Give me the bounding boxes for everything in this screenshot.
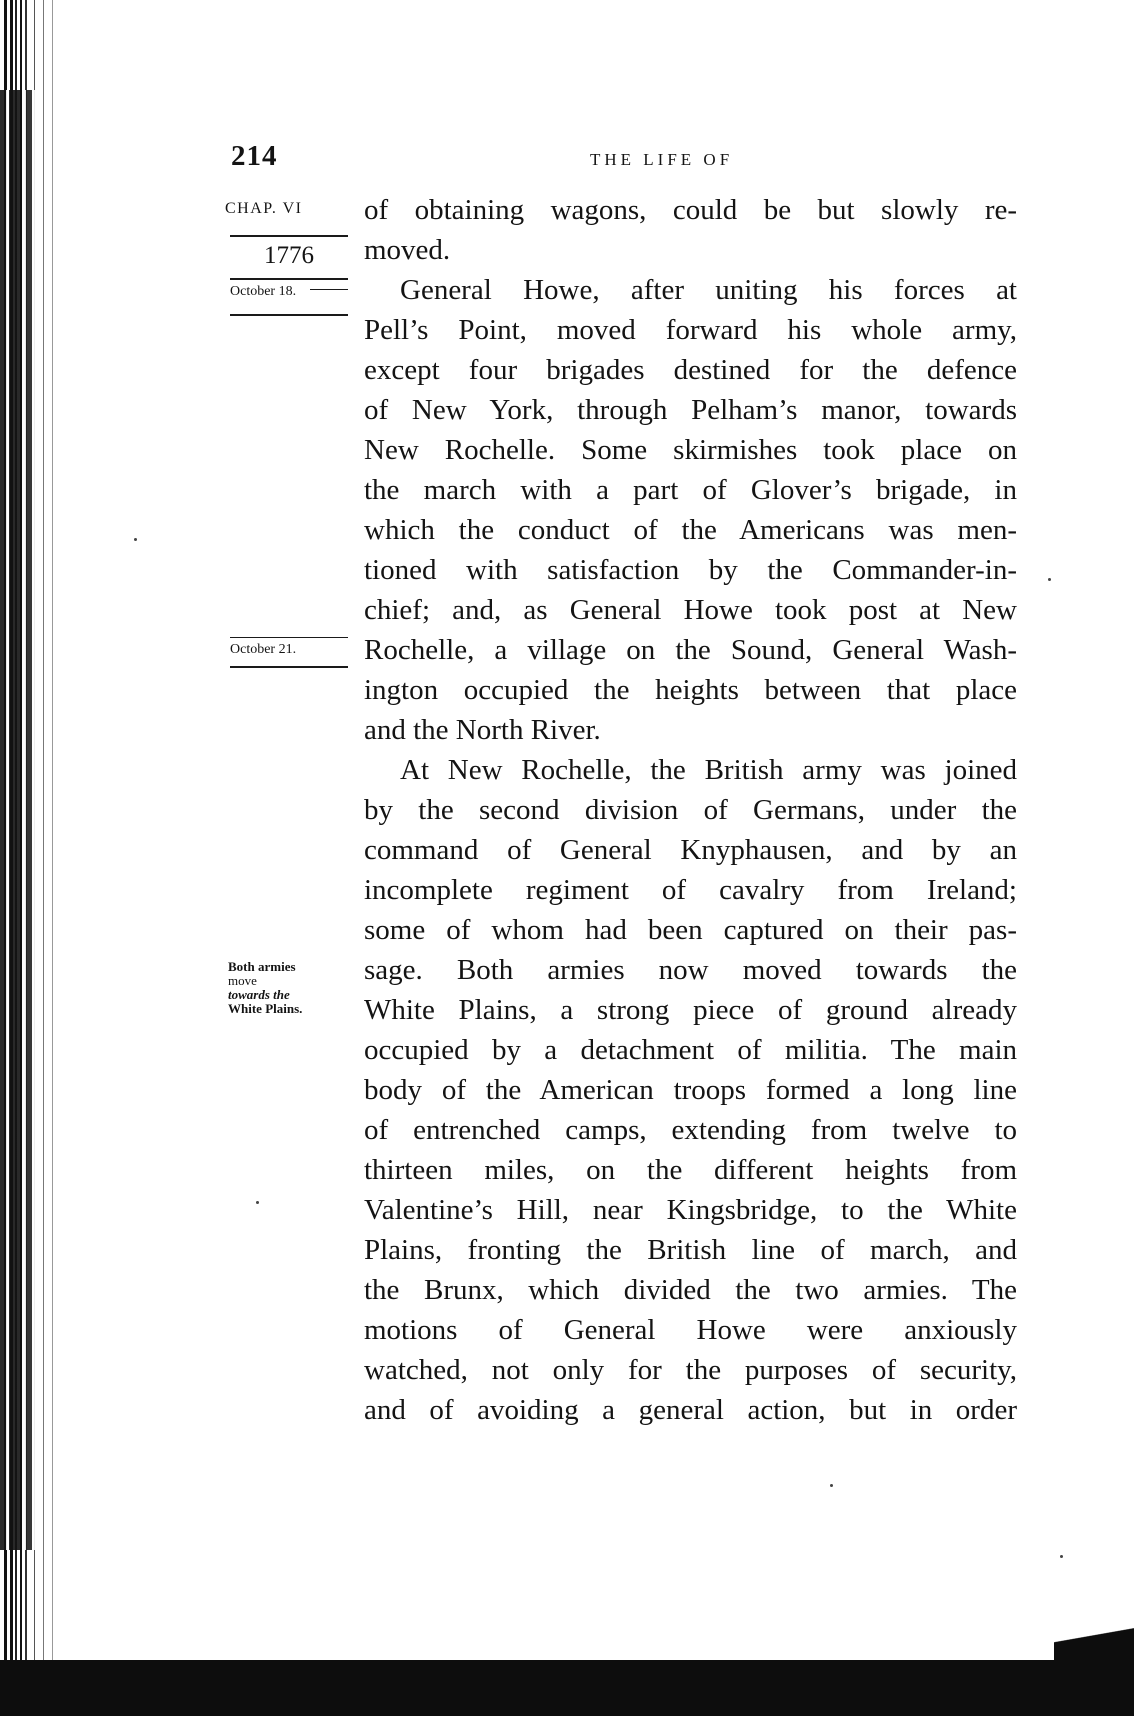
text-line: of New York, through Pelham’s manor, towards — [364, 394, 1017, 426]
margin-rule — [310, 289, 348, 290]
margin-year: 1776 — [264, 242, 314, 269]
margin-chapter: CHAP. VI — [225, 200, 303, 217]
text-line: by the second division of Germans, under the — [364, 794, 1017, 826]
text-line: which the conduct of the Americans was men- — [364, 514, 1017, 546]
text-line: motions of General Howe were anxiously — [364, 1314, 1017, 1346]
text-line: General Howe, after uniting his forces at — [400, 274, 1017, 306]
text-line: incomplete regiment of cavalry from Ireland; — [364, 874, 1017, 906]
text-line: and of avoiding a general action, but in order — [364, 1394, 1017, 1426]
margin-rule — [230, 637, 348, 638]
margin-date: October 18. — [230, 284, 297, 299]
text-line: White Plains, a strong piece of ground already — [364, 994, 1017, 1026]
text-line: thirteen miles, on the different heights from — [364, 1154, 1017, 1186]
text-line: chief; and, as General Howe took post at New — [364, 594, 1017, 626]
scan-speck — [1048, 578, 1051, 581]
text-line: of obtaining wagons, could be but slowly re- — [364, 194, 1017, 226]
text-line: of entrenched camps, extending from twelve to — [364, 1114, 1017, 1146]
text-line: Pell’s Point, moved forward his whole army, — [364, 314, 1017, 346]
text-line: New Rochelle. Some skirmishes took place on — [364, 434, 1017, 466]
text-line: Rochelle, a village on the Sound, General Wash- — [364, 634, 1017, 666]
text-line: ington occupied the heights between that place — [364, 674, 1017, 706]
text-line: body of the American troops formed a long line — [364, 1074, 1017, 1106]
text-line: the march with a part of Glover’s brigade, in — [364, 474, 1017, 506]
text-line: At New Rochelle, the British army was joined — [400, 754, 1017, 786]
margin-note-line: White Plains. — [228, 1001, 303, 1016]
binding-shadow — [0, 90, 40, 1550]
margin-rule — [230, 666, 348, 668]
margin-note-line: move — [228, 973, 257, 988]
margin-rule — [230, 235, 348, 237]
text-line: moved. — [364, 234, 451, 266]
scan-bottom-edge — [0, 1660, 1134, 1716]
text-line: the Brunx, which divided the two armies. The — [364, 1274, 1017, 1306]
text-line: Valentine’s Hill, near Kingsbridge, to the White — [364, 1194, 1017, 1226]
text-line: except four brigades destined for the defence — [364, 354, 1017, 386]
text-line: Plains, fronting the British line of march, and — [364, 1234, 1017, 1266]
margin-note — [228, 960, 346, 1016]
margin-note-line: Both armies — [228, 959, 296, 974]
scan-speck — [830, 1484, 833, 1487]
scan-speck — [134, 538, 137, 541]
margin-rule — [230, 278, 348, 280]
margin-date: October 21. — [230, 642, 297, 657]
scan-speck — [256, 1201, 259, 1204]
text-line: some of whom had been captured on their pas- — [364, 914, 1017, 946]
text-line: tioned with satisfaction by the Commander-in- — [364, 554, 1017, 586]
text-line: watched, not only for the purposes of security, — [364, 1354, 1017, 1386]
page-number: 214 — [231, 140, 278, 172]
text-line: and the North River. — [364, 714, 601, 746]
text-line: command of General Knyphausen, and by an — [364, 834, 1017, 866]
page-curl — [1054, 1600, 1134, 1662]
scan-speck — [1060, 1555, 1063, 1558]
text-line: occupied by a detachment of militia. The main — [364, 1034, 1017, 1066]
margin-rule — [230, 314, 348, 316]
margin-note-line: towards the — [228, 987, 290, 1002]
text-line: sage. Both armies now moved towards the — [364, 954, 1017, 986]
running-title: THE LIFE OF — [590, 150, 734, 169]
